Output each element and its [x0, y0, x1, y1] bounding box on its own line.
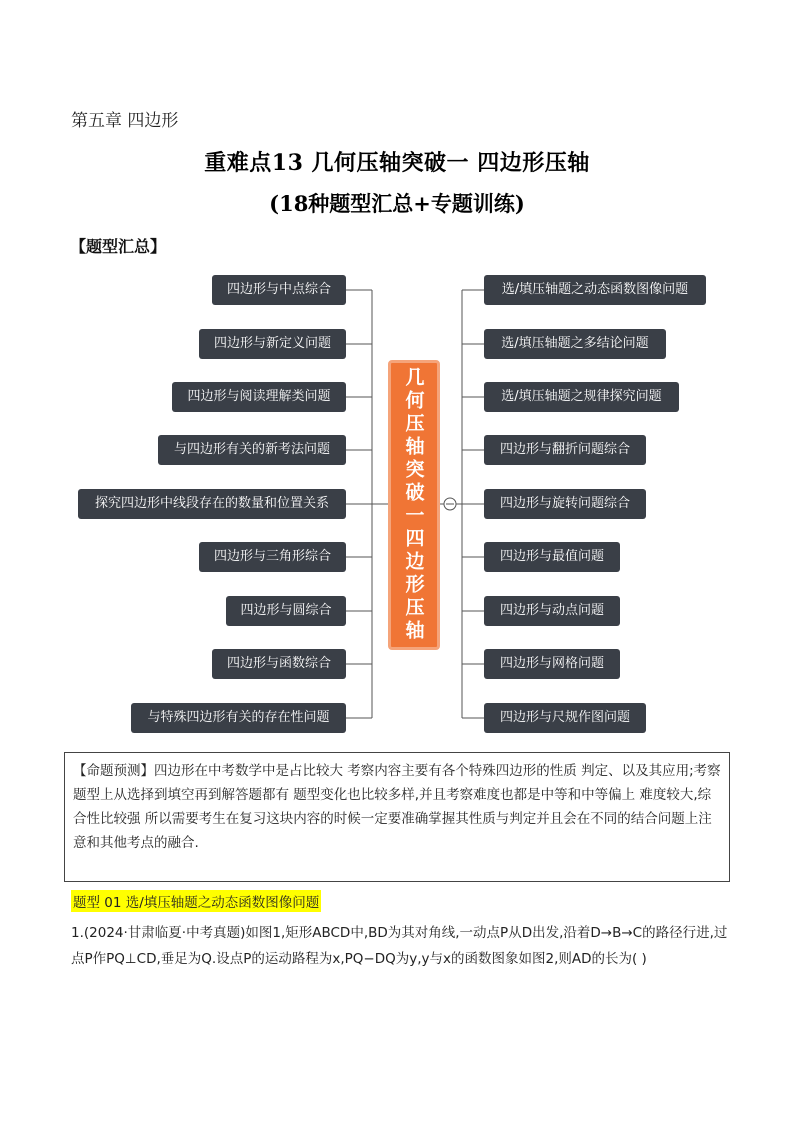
section-heading: 【题型汇总】 [70, 237, 167, 256]
question-text: 1.(2024·甘肃临夏·中考真题)如图1,矩形ABCD中,BD为其对角线,一动点P从D出发,沿着D→B→C的路径行进,过点P作PQ⊥CD,垂足为Q.设点P的运动路程为x,PQ−DQ为y,y与x的函数图象如图2,则AD的长为( ) [71, 925, 728, 967]
mindmap-right-item: 四边形与最值问题 [484, 542, 620, 572]
mindmap-center-node [388, 360, 440, 650]
mindmap-right-item: 选/填压轴题之动态函数图像问题 [484, 275, 706, 305]
mindmap-center-label: 几何压轴突破一四边形压轴 [402, 367, 425, 643]
mindmap-left-item: 四边形与三角形综合 [199, 542, 346, 572]
mindmap-right-item: 四边形与动点问题 [484, 596, 620, 626]
page-title: 重难点13 几何压轴突破一 四边形压轴 [204, 150, 590, 176]
mindmap-left-item: 探究四边形中线段存在的数量和位置关系 [78, 489, 346, 519]
mindmap-left-item: 四边形与新定义问题 [199, 329, 346, 359]
mindmap-right-item: 选/填压轴题之规律探究问题 [484, 382, 679, 412]
mindmap-left-item: 四边形与中点综合 [212, 275, 346, 305]
type-heading: 题型 01 选/填压轴题之动态函数图像问题 [71, 890, 321, 912]
mindmap-right-item: 四边形与翻折问题综合 [484, 435, 646, 465]
page-subtitle: (18种题型汇总+专题训练) [269, 191, 525, 216]
mindmap-left-item: 四边形与函数综合 [212, 649, 346, 679]
forecast-text: 【命题预测】四边形在中考数学中是占比较大 考察内容主要有各个特殊四边形的性质 判定、以及其应用;考察题型上从选择到填空再到解答题都有 题型变化也比较多样,并且考察难度也都是中等和中等偏上 难度较大,综合性比较强 所以需要考生在复习这块内容的时候一定要准确掌握其性质与判定并且会在不同的结合问题上注意和其他考点的融合. [73, 763, 721, 851]
mindmap-right-item: 选/填压轴题之多结论问题 [484, 329, 666, 359]
mindmap-right-item: 四边形与旋转问题综合 [484, 489, 646, 519]
mindmap-right-item: 四边形与网格问题 [484, 649, 620, 679]
mindmap-left-item: 四边形与圆综合 [226, 596, 346, 626]
mindmap-right-item: 四边形与尺规作图问题 [484, 703, 646, 733]
chapter-label: 第五章 四边形 [71, 111, 179, 131]
forecast-box [64, 752, 730, 882]
mindmap-left-item: 与特殊四边形有关的存在性问题 [131, 703, 346, 733]
mindmap-left-item: 四边形与阅读理解类问题 [172, 382, 346, 412]
mindmap-left-item: 与四边形有关的新考法问题 [158, 435, 346, 465]
